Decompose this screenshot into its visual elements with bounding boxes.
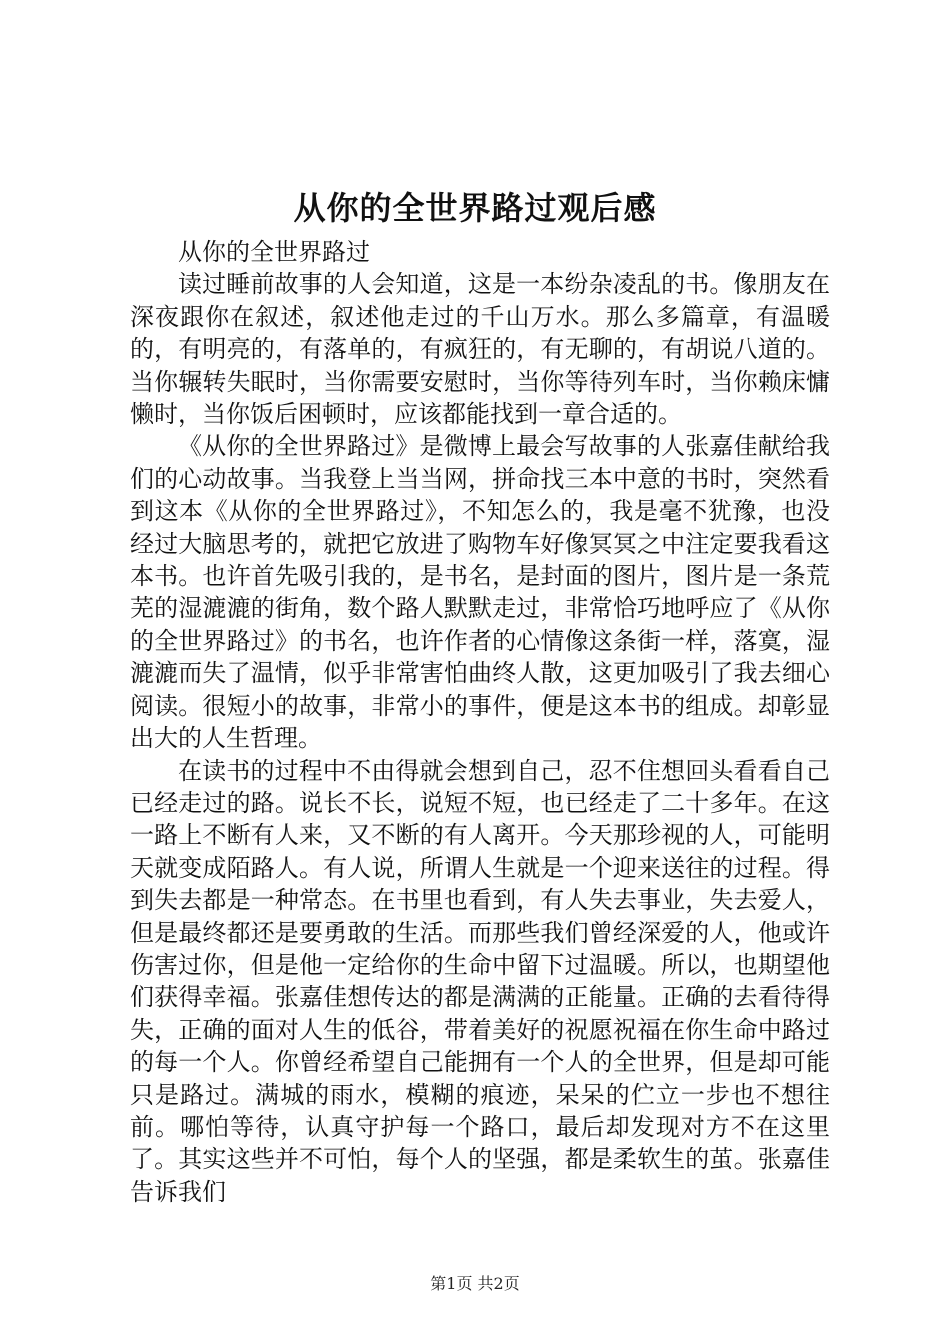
paragraph: 《从你的全世界路过》是微博上最会写故事的人张嘉佳献给我们的心动故事。当我登上当当网，拼命找三本中意的书时，突然看到这本《从你的全世界路过》，不知怎么的，我是毫不犹豫，也没经过大脑思考的，就把它放进了购物车好像冥冥之中注定要我看这本书。也许首先吸引我的，是书名，是封面的图片，图片是一条荒芜的湿漉漉的街角，数个路人默默走过，非常恰巧地呼应了《从你的全世界路过》的书名，也许作者的心情像这条街一样，落寞，湿漉漉而失了温情，似乎非常害怕曲终人散，这更加吸引了我去细心阅读。很短小的故事，非常小的事件，便是这本书的组成。却彰显出大的人生哲理。 (130, 432, 830, 753)
paragraph-subtitle: 从你的全世界路过 (178, 238, 370, 266)
paragraph: 在读书的过程中不由得就会想到自己，忍不住想回头看看自己已经走过的路。说长不长，说短不短，也已经走了二十多年。在这一路上不断有人来，又不断的有人离开。今天那珍视的人，可能明天就变成陌路人。有人说，所谓人生就是一个迎来送往的过程。得到失去都是一种常态。在书里也看到，有人失去事业，失去爱人，但是最终都还是要勇敢的生活。而那些我们曾经深爱的人，他或许伤害过你，但是他一定给你的生命中留下过温暖。所以，也期望他们获得幸福。张嘉佳想传达的都是满满的正能量。正确的去看待得失，正确的面对人生的低谷，带着美好的祝愿祝福在你生命中路过的每一个人。你曾经希望自己能拥有一个人的全世界，但是却可能只是路过。满城的雨水，模糊的痕迹，呆呆的伫立一步也不想往前。哪怕等待，认真守护每一个路口，最后却发现对方不在这里了。其实这些并不可怕，每个人的坚强，都是柔软生的茧。张嘉佳告诉我们 (130, 756, 830, 1206)
paragraph: 读过睡前故事的人会知道，这是一本纷杂凌乱的书。像朋友在深夜跟你在叙述，叙述他走过的千山万水。那么多篇章，有温暖的，有明亮的，有落单的，有疯狂的，有无聊的，有胡说八道的。当你辗转失眠时，当你需要安慰时，当你等待列车时，当你赖床慵懒时，当你饭后困顿时，应该都能找到一章合适的。 (130, 270, 830, 429)
document-title: 从你的全世界路过观后感 (293, 189, 657, 227)
page-footer: 第1页 共2页 (430, 1274, 520, 1293)
document-body (130, 236, 830, 1208)
